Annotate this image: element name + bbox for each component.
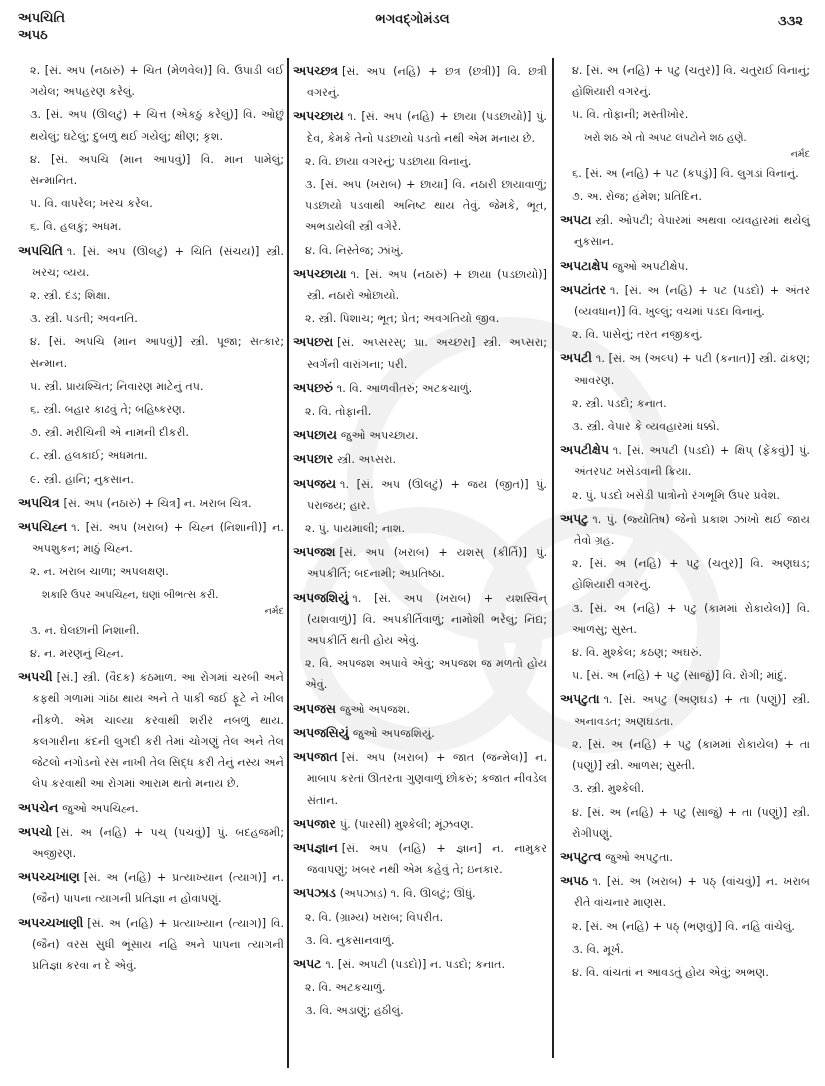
dictionary-entry (293, 105, 547, 148)
definition-text: ૨. [સં. અ (નહિ) + પટુ (કામમાં રોકાયેલ) + તા (પણું)] સ્ત્રી. આળસ; સુસ્તી. (572, 737, 810, 773)
dictionary-entry (560, 688, 810, 731)
entry-sense (560, 485, 810, 506)
definition-text: ૧. [સં. અપ (ખરાબ) + યશસ્વિન્ (યશવાળું)] વિ. અપકીર્તિવાળું; નામોશી ભરેલું; નિંદ્ય; અપકીર્તિ થતી હોય એવું. (307, 591, 547, 648)
column-divider (552, 58, 554, 1058)
definition-text: ૫. [સં. અ (નહિ) + પટુ (સાજું)] વિ. રોગી; માંદું. (572, 669, 788, 683)
quotation-attribution: નર્મદ (264, 605, 284, 617)
dictionary-entry (18, 912, 284, 977)
definition-text: ૫. સ્ત્રી. પ્રાયશ્ચિત; નિવારણ માટેનું તપ. (30, 379, 204, 393)
dictionary-entry (293, 424, 547, 446)
entry-sense (560, 60, 810, 102)
definition-text: [સં. અપ (નહિ) + છત્ર (છત્રી)] વિ. છત્રી વગરનું. (307, 65, 547, 100)
dictionary-entry (293, 722, 547, 744)
definition-text: ૨. વિ. અપજશ અપાવે એવું; અપજશ જ મળતો હોય એવું. (305, 657, 547, 692)
definition-text: ૪. [સં. અપચિ (માન આપવું)] સ્ત્રી. પૂજા; સત્કાર; સન્માન. (30, 335, 284, 370)
entry-sense (560, 393, 810, 414)
column-divider (287, 58, 289, 1068)
definition-text: [સં. અપ (ખરાબ) + જાત (જન્મેલ)] ન. માબાપ કરતાં ઊતરતા ગુણવાળું છોકરું; કજાત નીવડેલ સંતાન. (307, 751, 547, 807)
headword: અપજસ (293, 700, 336, 716)
definition-text: ૪. [સં. અ (નહિ) + પટુ (સાજું) + તા (પણું)] સ્ત્રી. રોગીપણું. (572, 805, 810, 840)
headword: અપટી (560, 350, 592, 366)
entry-sense (560, 962, 810, 983)
headword: અપટીક્ષેપ (560, 442, 609, 458)
entry-sense (18, 620, 284, 641)
entry-sense (560, 553, 810, 595)
definition-text: [સં. અપ (નહિ) + જ્ઞાન] ન. નામુકર જવાપણું; ખબર નથી એમ કહેવું તે; ઇનકાર. (307, 841, 547, 877)
definition-text: ૨. વિ. તોફાની. (305, 405, 372, 419)
dictionary-entry (293, 587, 547, 652)
definition-text: ૪. [સં. અપચિ (માન આપવું)] વિ. માન પામેલું; સન્માનિત. (30, 152, 284, 188)
definition-text: ૨. પું. પાયમાલી; નાશ. (305, 522, 406, 536)
definition-text: ૪. ન. મરણનું ચિહ્ન. (30, 647, 124, 661)
definition-text: ૧. [સં. અ (નહિ) + પટ (પડદો) + અંતર (વ્યવધાન)] વિ. ખુલ્લું; વચમાં પડદા વિનાનું. (574, 283, 810, 319)
headword: અપચ્છાય (293, 108, 344, 124)
quotation-attribution: નર્મદ (790, 148, 810, 160)
page-number: ૩૩૨ (778, 14, 803, 29)
definition-text: જુઓ અપજશ. (339, 702, 411, 716)
definition-text: [સં. અ (નહિ) + પ્રત્યાખ્યાન (ત્યાગ)] વિ. (જૈન) વરસ સુધી ભૂંસાય નહિ અને પાપના ત્યાગની પ્રતિજ્ઞા કરવા ન દે એવું. (32, 916, 284, 972)
entry-sense (18, 193, 284, 214)
definition-text: ૧. [સં. અપ (નઠારું) + છાયા (પડછાયો)] સ્ત્રી. નઠારો ઓછાયો. (307, 267, 547, 303)
definition-text: ૧. [સં. અપટી (પડદો) + ક્ષિપ્ (ફેંકવું)] પું. અંતરપટ ખસેડવાની ક્રિયા. (574, 444, 810, 479)
dictionary-entry (293, 541, 547, 584)
definition-text: ૧. [સં. અપ (ઊલટું) + જય (જીત)] પું. પરાજય; હાર. (307, 477, 547, 512)
dictionary-entry (18, 866, 284, 909)
headword: અપઠ (560, 873, 589, 889)
entry-sense (18, 308, 284, 329)
entry-sense (293, 151, 547, 172)
definition-text: ૧. પું. (જ્યોતિષ) જેનો પ્રકાશ ઝાંખો થઈ જાય તેવો ગ્રહ. (574, 512, 810, 548)
headword: અપચિત્ર (18, 494, 60, 510)
headword: અપજાત (293, 749, 338, 765)
headword: અપટુ (560, 510, 589, 526)
definition-text: ૨. [સં. અ (નહિ) + પઠ્ (ભણવું)] વિ. નહિ વાંચેલું. (572, 919, 795, 933)
dictionary-entry (18, 821, 284, 864)
definition-text: ૨. [સં. અ (નહિ) + પટુ (ચતુર)] વિ. અણઘડ; હોશિયારી વગરનું. (572, 557, 810, 592)
dictionary-entry (560, 870, 810, 913)
guide-word-last: અપઠ (18, 28, 48, 43)
entry-sense (560, 939, 810, 960)
dictionary-entry (293, 882, 547, 904)
entry-sense (560, 916, 810, 937)
page-title: ભગવદ્ગોમંડલ (375, 12, 450, 27)
guide-word-first: અપચિતિ (18, 11, 66, 26)
definition-text: જુઓ અપટીક્ષેપ. (612, 259, 689, 273)
entry-sense (293, 401, 547, 422)
definition-text: ૮. સ્ત્રી. હલકાઈ; અધમતા. (30, 449, 148, 463)
definition-text: સ્ત્રી. ઓપટી; વેપારમાં અથવા વ્યવહારમાં થયેલું નુકસાન. (574, 214, 810, 249)
entry-sense (293, 930, 547, 951)
entry-sense (18, 60, 284, 102)
dictionary-entry (560, 255, 810, 277)
definition-text: ૨. પું. પડદો ખસેડી પાત્રોનો રંગભૂમિ ઉપર પ્રવેશ. (572, 488, 780, 502)
entry-sense (18, 331, 284, 373)
definition-text: જુઓ અપજશિયું. (352, 726, 435, 740)
headword: અપજાર (293, 815, 336, 831)
definition-text: ૩. સ્ત્રી. પડતી; અવનતિ. (30, 312, 138, 326)
headword: અપછાય (293, 427, 337, 443)
definition-text: ૧. [સં. અ (ખરાબ) + પઠ્ (વાંચવું)] ન. ખરાબ રીતે વાંચનાર માણસ. (574, 875, 810, 910)
headword: અપજ્ઞાન (293, 839, 338, 855)
dictionary-entry (18, 492, 284, 514)
headword: અપજશ (293, 544, 336, 560)
entry-sense (560, 778, 810, 799)
dictionary-entry (293, 746, 547, 811)
headword: અપટાક્ષેપ (560, 257, 609, 273)
headword: અપજય (293, 475, 336, 491)
dictionary-column-2 (293, 60, 547, 1024)
entry-sense (18, 561, 284, 582)
dictionary-entry (293, 698, 547, 720)
definition-text: ૩. વિ. નુકસાનવાળું. (305, 933, 395, 947)
entry-sense (18, 149, 284, 191)
definition-text: ૭. અ. રોજ; હંમેશ; પ્રતિદિન. (572, 190, 702, 204)
definition-text: ૧. [સં. અપટુ (અણઘડ) + તા (પણું)] સ્ત્રી. અનાવડત; અણઘડતા. (574, 693, 810, 728)
definition-text: સ્ત્રી. અપ્સરા. (337, 453, 397, 467)
dictionary-entry (18, 666, 284, 794)
headword: અપછરા (293, 334, 334, 350)
definition-text: ૨. વિ. છાયા વગરનું; પડછાયા વિનાનું. (305, 154, 472, 168)
dictionary-entry (18, 516, 284, 559)
dictionary-entry (293, 331, 547, 374)
definition-text: ૧. વિ. આળવીતરું; અટકચાળું. (336, 381, 473, 395)
headword: અપટુત્વ (560, 848, 602, 864)
dictionary-entry (560, 209, 810, 252)
headword: અપજસિયું (293, 724, 349, 740)
entry-sense (18, 469, 284, 490)
definition-text: ૬. સ્ત્રી. બહાર કાઢવું તે; બહિષ્કરણ. (30, 403, 186, 417)
headword: અપચો (18, 823, 53, 839)
quotation: ખરો શઠ એ તો અપટ લંપટોને શઠ હણે. (584, 131, 747, 144)
definition-text: ૧. [સં. અપ (ખરાબ) + ચિહ્ન (નિશાની)] ન. અપશુકન; માઠું ચિહ્ન. (32, 521, 284, 556)
quotation: શકારિ ઉપર અપચિહ્ન, ઘણાં બીભત્સ કરી. (42, 588, 219, 601)
headword: અપછરું (293, 379, 333, 395)
definition-text: ૯. સ્ત્રી. હાનિ; નુકસાન. (30, 472, 134, 486)
entry-sense (560, 802, 810, 844)
entry-sense (18, 445, 284, 466)
entry-sense (18, 376, 284, 397)
definition-text: [સં. અ (નહિ) + પ્રત્યાખ્યાન (ત્યાગ)] ન. (જૈન) પાપના ત્યાગની પ્રતિજ્ઞા ન હોવાપણું. (32, 871, 284, 906)
dictionary-entry (18, 797, 284, 819)
entry-sense (560, 104, 810, 125)
definition-text: જુઓ અપચ્છાય. (340, 429, 419, 443)
definition-text: ૫. વિ. તોફાની; મસ્તીખોર. (572, 108, 689, 122)
headword: અપઝાડ (293, 885, 336, 901)
definition-text: ૨. સ્ત્રી. પડદો; કનાત. (572, 396, 667, 410)
definition-text: [સં. અપ્સરસ્; પ્રા. અચ્છરા] સ્ત્રી. અપ્સરા; સ્વર્ગની વારાંગના; પરી. (307, 336, 547, 371)
definition-text: ૩. વિ. મૂર્ખ. (572, 942, 624, 956)
entry-sense (293, 308, 547, 329)
dictionary-entry (293, 263, 547, 306)
entry-sense (560, 734, 810, 776)
headword: અપચ્છત્ર (293, 63, 338, 78)
definition-text: ૨. ન. ખરાબ ચાળા; અપલક્ષણ. (30, 565, 169, 579)
headword: અપટુતા (560, 691, 600, 707)
entry-sense (560, 642, 810, 663)
dictionary-entry (293, 837, 547, 880)
dictionary-entry (560, 508, 810, 551)
definition-text: [સં. અપ (ખરાબ) + યશસ્ (કીર્તિ)] પું. અપકીર્તિ; બદનામી; અપ્રતિષ્ઠા. (307, 546, 547, 581)
definition-text: [સં. અપ (નઠારું) + ચિત્ર] ન. ખરાબ ચિત્ર. (63, 496, 252, 510)
definition-text: ૩. [સં. અ (નહિ) + પટુ (કામમાં રોકાયેલ)] વિ. આળસુ; સુસ્ત. (572, 601, 810, 636)
definition-text: ૧. [સં. અપ (નહિ) + છાયા (પડછાયો)] પું. દેવ, કેમકે તેનો પડછાયો પડતો નથી એમ મનાય છે. (307, 110, 547, 145)
definition-text: ૭. સ્ત્રી. મરીચિની એ નામની દીકરી. (30, 426, 189, 440)
dictionary-entry (293, 60, 547, 103)
definition-text: [સં.] સ્ત્રી. (વૈદક) કંઠમાળ. આ રોગમાં ચરબી અને કફથી ગળામાં ગાંઠા થાય અને તે પાકી જઈ ફૂટે ને ખીલ નીકળે. એમ ચાલ્યા કરવાથી શરીર નબળું થાય. કલગારીના કંદની લુગદી કરી તેમાં ચોગણું તેલ અને તેલ જેટલો નગોડનો રસ નાખી તેલ સિદ્ધ કરી તેનું નસ્ય અને લેપ કરવાથી આ રોગમાં આરામ થતો મનાય છે. (32, 671, 284, 791)
headword: અપચેન (18, 799, 59, 815)
entry-sense (293, 1000, 547, 1021)
dictionary-entry (560, 347, 810, 390)
dictionary-entry (293, 473, 547, 516)
headword: અપટ (293, 955, 322, 971)
definition-text: ૧. [સં. અપ (ઊલટું) + ચિતિ (સંચય)] સ્ત્રી. ખરચ; વ્યય. (32, 244, 284, 279)
definition-text: ૩. સ્ત્રી. વેપાર કે વ્યવહારમાં ધક્કો. (572, 420, 720, 434)
headword: અપચ્ચખાણી (18, 914, 84, 930)
headword: અપચી (18, 669, 53, 685)
entry-sense (18, 643, 284, 664)
definition-text: ૩. [સં. અપ (ખરાબ) + છાયા] વિ. નઠારી છાયાવાળું; પડછાયો પડવાથી અનિષ્ટ થાય તેવું. જેમકે, ભૂત, અભડાયેલી સ્ત્રી વગેરે. (305, 178, 547, 234)
headword: અપટાંતર (560, 281, 606, 297)
definition-text: ૫. વિ. વાપરેલ; ખરચ કરેલ. (30, 197, 153, 211)
entry-sense (18, 104, 284, 146)
definition-text: ૬. [સં. અ (નહિ) + પટ (કપડું)] વિ. લુગડાં વિનાનું. (572, 166, 799, 180)
definition-text: (અપઝાડ઼) ૧. વિ. ઊલટું; ઊંધું. (339, 887, 476, 901)
entry-sense (18, 422, 284, 443)
definition-text: ૩. વિ. અડાણું; હઠીલું. (305, 1004, 404, 1018)
entry-sense (560, 665, 810, 686)
entry-sense (560, 416, 810, 437)
definition-text: ૩. [સં. અપ (ઊલટું) + ચિત્ત (એકઠું કરેલું)] વિ. ઓછું થયેલું; ઘટેલું; દુબળું થઈ ગયેલું; ક્ષીણ; કૃશ. (30, 108, 284, 143)
definition-text: પું. (પારસી) મુશ્કેલી; મૂંઝવણ. (339, 817, 474, 831)
headword: અપચ્ચખાણ (18, 869, 80, 885)
definition-text: ૨. સ્ત્રી. દંડ; શિક્ષા. (30, 289, 111, 303)
entry-sense (293, 907, 547, 928)
definition-text: ૨. [સં. અપ (નઠારું) + ચિત (મેળવેલ)] વિ. ઉપાડી લઈ ગયેલ; અપહરણ કરેલું. (30, 64, 284, 99)
definition-text: ૩. સ્ત્રી. મુશ્કેલી. (572, 782, 645, 796)
dictionary-entry (18, 240, 284, 283)
definition-text: ૨. સ્ત્રી. પિશાચ; ભૂત; પ્રેત; અવગતિયો જીવ. (305, 312, 500, 326)
definition-text: ૬. વિ. હલકું; અધમ. (30, 220, 122, 234)
headword: અપચિતિ (18, 242, 63, 258)
dictionary-entry (560, 439, 810, 482)
entry-sense (293, 653, 547, 695)
definition-text: ૪. [સં. અ (નહિ) + પટુ (ચતુર)] વિ. ચતુરાઈ વિનાનું; હોશિયારી વગરનું. (572, 64, 810, 99)
entry-sense (560, 186, 810, 207)
entry-sense (560, 324, 810, 345)
entry-sense (18, 216, 284, 237)
definition-text: [સં. અ (નહિ) + પચ્ (પચવું)] પું. બદહજમી; અજીરણ. (32, 825, 284, 860)
entry-sense (293, 174, 547, 238)
entry-sense (18, 399, 284, 420)
definition-text: ૩. ન. ઘેલછાની નિશાની. (30, 623, 140, 637)
entry-sense (18, 285, 284, 306)
dictionary-column-1 (18, 60, 284, 978)
dictionary-entry (293, 377, 547, 399)
definition-text: ૧. [સં. અ (અલ્પ) + પટી (કનાત)] સ્ત્રી. ઢાંકણ; આવરણ. (574, 352, 810, 387)
entry-sense (560, 598, 810, 640)
headword: અપજશિયું (293, 589, 349, 605)
definition-text: જુઓ અપટુતા. (605, 850, 673, 864)
entry-sense (293, 240, 547, 261)
definition-text: ૪. વિ. નિસ્તેજ; ઝાંખું. (305, 243, 404, 257)
headword: અપછાર (293, 451, 334, 467)
definition-text: ૨. વિ. અટકચાળું. (305, 981, 386, 995)
dictionary-column-3 (560, 60, 810, 985)
definition-text: જુઓ અપચિહ્ન. (62, 801, 139, 815)
definition-text: ૨. વિ. પાસેનું; તરત નજીકનું. (572, 328, 703, 342)
dictionary-entry (293, 813, 547, 835)
dictionary-entry (293, 448, 547, 470)
entry-sense (560, 163, 810, 184)
definition-text: ૪. વિ. વાંચતાં ન આવડતું હોય એવું; અભણ. (572, 965, 769, 979)
headword: અપચ્છાયા (293, 265, 347, 281)
dictionary-entry (560, 279, 810, 322)
headword: અપચિહ્ન (18, 519, 68, 535)
entry-sense (293, 977, 547, 998)
entry-sense (293, 518, 547, 539)
definition-text: ૪. વિ. મુશ્કેલ; કઠણ; અઘરું. (572, 646, 703, 660)
dictionary-entry (560, 846, 810, 868)
definition-text: ૨. વિ. (ગ્રામ્ય) ખરાબ; વિપરીત. (305, 910, 444, 924)
headword: અપટા (560, 212, 592, 228)
definition-text: ૧. [સં. અપટી (પડદો)] ન. પડદો; કનાત. (325, 957, 506, 971)
dictionary-entry (293, 953, 547, 975)
